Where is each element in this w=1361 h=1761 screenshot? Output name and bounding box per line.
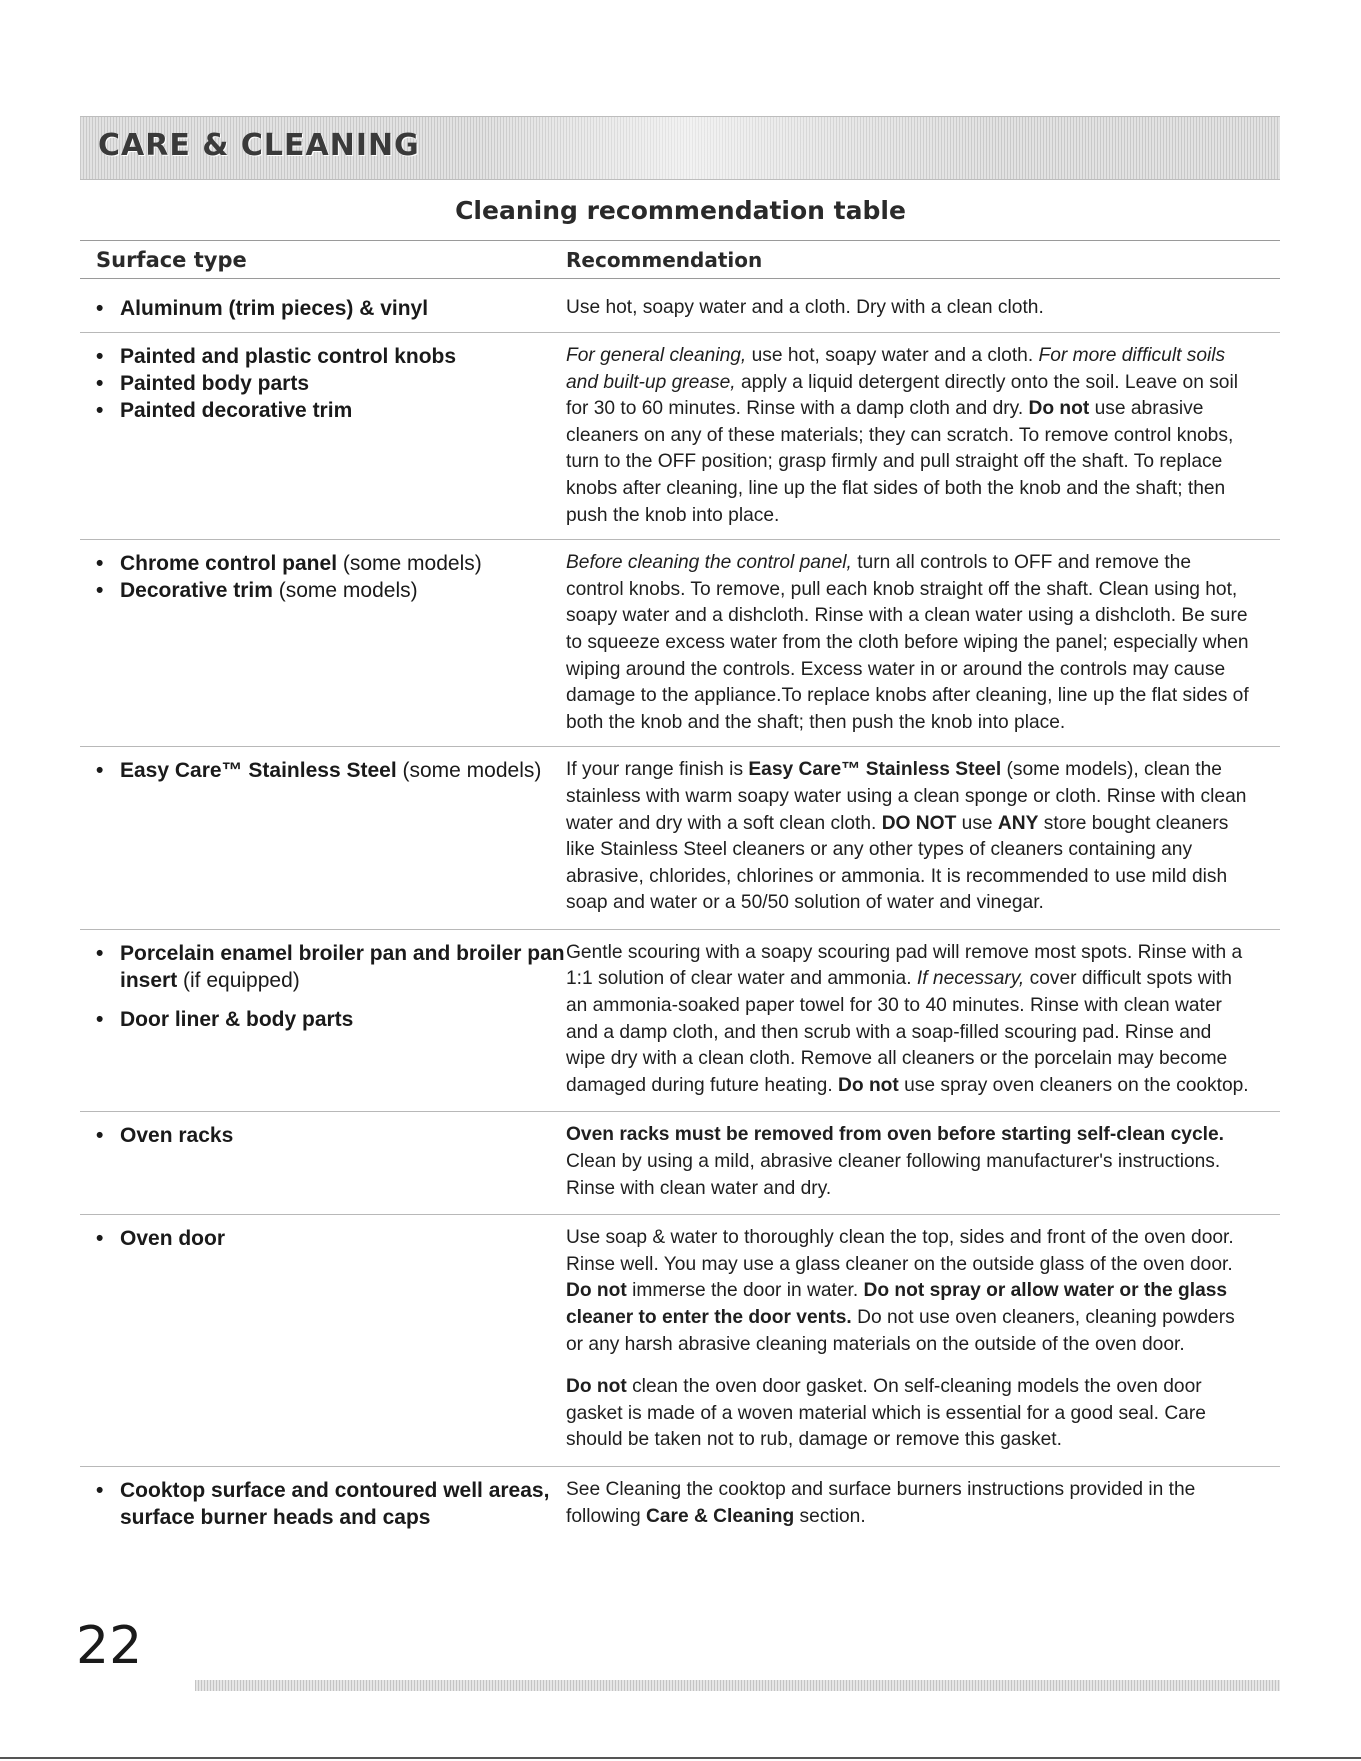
surface-type-item [96,343,566,370]
surface-note: (some models) [396,759,542,783]
text-run: Do not use oven cleaners, cleaning powders or any harsh abrasive cleaning materials on the outside of the oven door. [566,1307,1235,1355]
table-row [80,279,1280,333]
table-row [80,1112,1280,1215]
recommendation-text [566,295,1250,322]
recommendation-cell [566,343,1280,529]
surface-type-item [96,1122,566,1149]
text-run: clean the oven door gasket. On self-cleaning models the oven door gasket is made of a woven material which is essential for a good seal. Care should be taken not to rub, damage or remove this gasket. [566,1376,1206,1451]
text-run: use hot, soapy water and a cloth. [746,345,1039,366]
surface-type-cell [80,1477,566,1531]
text-run: Gentle scouring with a soapy scouring pad will remove most spots. Rinse with a 1:1 solution of clear water and ammonia. [566,941,1243,990]
surface-type-item [96,1477,566,1531]
column-header-surface-type: Surface type [96,247,247,272]
section-title: CARE & CLEANING [98,128,420,163]
text-run: store bought cleaners like Stainless Steel cleaners or any other types of cleaners containing any abrasive, chlorides, chlorines or ammonia. It is recommended to use mild dish soap and water or a 50/50 solution of water and vinegar. [566,812,1229,914]
table-title: Cleaning recommendation table [455,196,906,225]
recommendation-text [566,1477,1250,1530]
surface-name: Porcelain enamel broiler pan and broiler pan insert [120,941,565,992]
header-band-shading [480,117,1000,179]
surface-type-cell [80,295,566,322]
bottom-rule [0,1757,1361,1759]
italic-text: For general cleaning, [566,345,747,366]
recommendation-cell [566,940,1280,1100]
surface-type-item [96,577,566,604]
surface-type-item [96,757,566,784]
text-run: Clean by using a mild, abrasive cleaner following manufacturer's instructions. Rinse with clean water and dry. [566,1151,1221,1199]
table-header-row [80,241,1280,279]
page-number: 22 [76,1616,143,1676]
table-row [80,333,1280,540]
recommendation-text [566,757,1250,917]
surface-type-cell [80,757,566,917]
recommendation-text [566,1374,1250,1454]
text-run: use abrasive cleaners on any of these materials; they can scratch. To remove control knobs, turn to the OFF position; grasp firmly and pull straight off the shaft. To replace knobs after cleaning, line up the flat sides of both the knob and the shaft; then push the knob into place. [566,398,1234,526]
surface-name: Aluminum (trim pieces) & vinyl [120,297,429,320]
surface-name: Cooktop surface and contoured well areas, surface burner heads and caps [120,1478,550,1529]
text-run: use [956,812,998,834]
text-run: (some models), clean the stainless with warm soapy water using a clean sponge or cloth. Rinse with clean water and dry with a soft clean cloth. [566,759,1247,834]
surface-type-item [96,397,566,424]
recommendation-cell [566,1225,1280,1454]
surface-name: Easy Care™ Stainless Steel [120,759,397,783]
surface-type-cell [80,1225,566,1454]
text-run: section. [794,1505,866,1527]
column-header-recommendation: Recommendation [566,247,763,272]
text-run: cover difficult spots with an ammonia-soaked paper towel for 30 to 40 minutes. Rinse with clean water and a damp cloth, and then scrub with a soap-filled scouring pad. Rinse and wipe dry with a clean cloth. Remove all cleaners or the porcelain may become damaged during future heating. [566,968,1232,1096]
recommendation-text [566,550,1250,736]
table-row [80,747,1280,930]
table-row [80,1215,1280,1467]
text-run: turn all controls to OFF and remove the control knobs. To remove, pull each knob straight off the shaft. Clean using hot, soapy water and a dishcloth. Rinse with a clean water using a dishcloth. Be sure to squeeze excess water from the cloth before wiping the panel; especially when wiping around the controls. Excess water in or around the controls may cause damage to the appliance.To replace knobs after cleaning, line up the flat sides of both the knob and the shaft; then push the knob into place. [566,552,1249,733]
emphasis-text: Oven racks must be removed from oven before starting self-clean cycle. [566,1124,1224,1146]
table-body [80,279,1280,1541]
surface-type-cell [80,1122,566,1202]
emphasis-text: Do not [566,1376,627,1398]
surface-note: (if equipped) [177,968,300,992]
text-run: apply a liquid detergent directly onto the soil. Leave on soil for 30 to 60 minutes. Rinse with a damp cloth and dry. [566,371,1238,420]
surface-name: Decorative trim [120,579,273,603]
emphasis-text: Do not [838,1074,899,1096]
surface-type-item [96,295,566,322]
emphasis-text: ANY [997,812,1039,834]
emphasis-text: DO NOT [881,812,957,834]
recommendation-text [566,1122,1250,1202]
footer-band [195,1680,1280,1691]
emphasis-text: Do not [1028,398,1090,420]
surface-name: Painted and plastic control knobs [120,345,457,368]
text-run: immerse the door in water. [626,1280,864,1302]
surface-type-item [96,1006,566,1033]
surface-type-cell [80,940,566,1100]
italic-text: If necessary, [916,968,1025,990]
recommendation-cell [566,550,1280,736]
text-run: use spray oven cleaners on the cooktop. [898,1074,1249,1096]
surface-name: Oven door [120,1227,226,1251]
table-row [80,540,1280,747]
emphasis-text: Do not [566,1280,627,1302]
recommendation-text [566,343,1250,529]
text-run: See Cleaning the cooktop and surface burners instructions provided in the following [566,1478,1196,1527]
recommendation-text [566,1225,1250,1358]
emphasis-text: Do not spray or allow water or the glass cleaner to enter the door vents. [566,1280,1228,1328]
surface-type-item [96,550,566,577]
surface-name: Painted body parts [120,372,310,395]
surface-name: Painted decorative trim [120,399,353,422]
recommendation-cell [566,295,1280,322]
text-run: Use soap & water to thoroughly clean the top, sides and front of the oven door. Rinse well. You may use a glass cleaner on the outside glass of the oven door. [566,1227,1234,1275]
text-run: If your range finish is [566,759,749,781]
recommendation-cell [566,757,1280,917]
surface-type-item [96,370,566,397]
table-row [80,1467,1280,1541]
surface-name: Door liner & body parts [120,1007,354,1031]
italic-text: For more difficult soils and built-up grease, [566,345,1226,393]
surface-note: (some models) [337,552,482,576]
text-run: Use hot, soapy water and a cloth. Dry with a clean cloth. [566,297,1044,318]
emphasis-text: Easy Care™ Stainless Steel [748,759,1002,781]
surface-type-item [96,940,566,994]
emphasis-text: Care & Cleaning [646,1505,795,1527]
recommendation-cell [566,1122,1280,1202]
surface-note: (some models) [272,579,418,603]
surface-type-cell [80,550,566,736]
italic-text: Before cleaning the control panel, [566,552,852,574]
surface-name: Oven racks [120,1124,234,1148]
recommendation-text [566,940,1250,1100]
surface-name: Chrome control panel [120,552,338,576]
table-row [80,930,1280,1113]
surface-type-cell [80,343,566,529]
surface-type-item [96,1225,566,1252]
cleaning-recommendation-table [80,240,1280,1541]
recommendation-cell [566,1477,1280,1531]
